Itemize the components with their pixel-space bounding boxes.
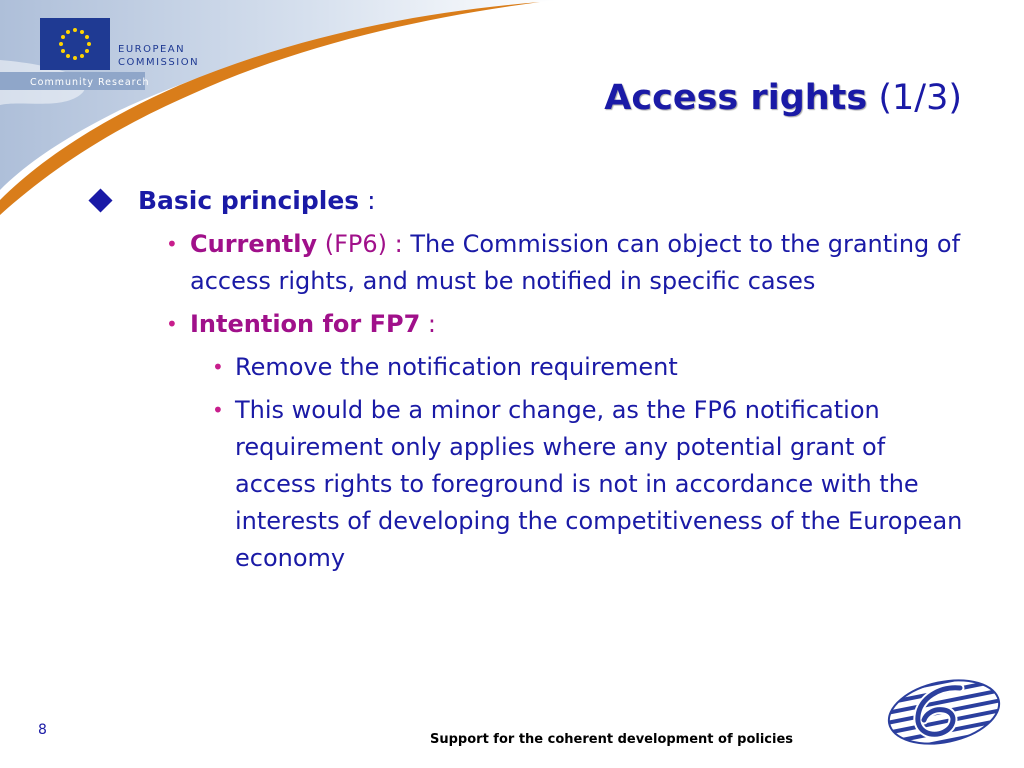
currently-text: The Commission can object to the granting of access rights, and must be notified in specific cases [190,230,961,295]
bullet-intention-fp7 [88,306,968,343]
bullet-dot-icon: • [166,312,178,336]
currently-label: Currently [190,230,318,258]
bullet-dot-icon: • [166,232,178,256]
bullet-dot-icon: • [212,398,224,422]
currently-colon: : [386,230,403,258]
ec-line1: EUROPEAN [118,44,186,55]
subbullet-text: This would be a minor change, as the FP6 notification requirement only applies where any potential grant of access rights to foreground is not in accordance with the interests of developing the competitiveness of the European economy [235,396,963,572]
bullet-basic-principles [88,182,968,220]
bullet-currently [88,226,968,300]
community-research-label: Community Research [30,77,150,88]
slide-title-part: (1/3) [867,78,962,118]
subbullet-minor-change [88,392,968,577]
bullet-dot-icon: • [212,355,224,379]
intention-colon: : [420,310,437,338]
footer-text: Support for the coherent development of policies [430,732,794,747]
ec-wordmark [118,43,199,69]
basic-principles-suffix: : [359,186,376,215]
currently-paren: (FP6) [317,230,387,258]
page-number: 8 [38,722,47,738]
ec-line2: COMMISSION [118,57,200,68]
slide-title-main: Access rights [604,78,868,118]
subbullet-remove-notification [88,349,968,386]
basic-principles-label: Basic principles [138,186,360,215]
subbullet-text: Remove the notification requirement [235,353,678,381]
slide-title [604,78,962,118]
slide-content [88,182,968,577]
fp6-logo-icon [882,676,1002,748]
diamond-icon [88,188,112,212]
intention-label: Intention for FP7 [190,310,421,338]
eu-flag-icon [40,18,110,70]
ec-logo [40,18,200,78]
